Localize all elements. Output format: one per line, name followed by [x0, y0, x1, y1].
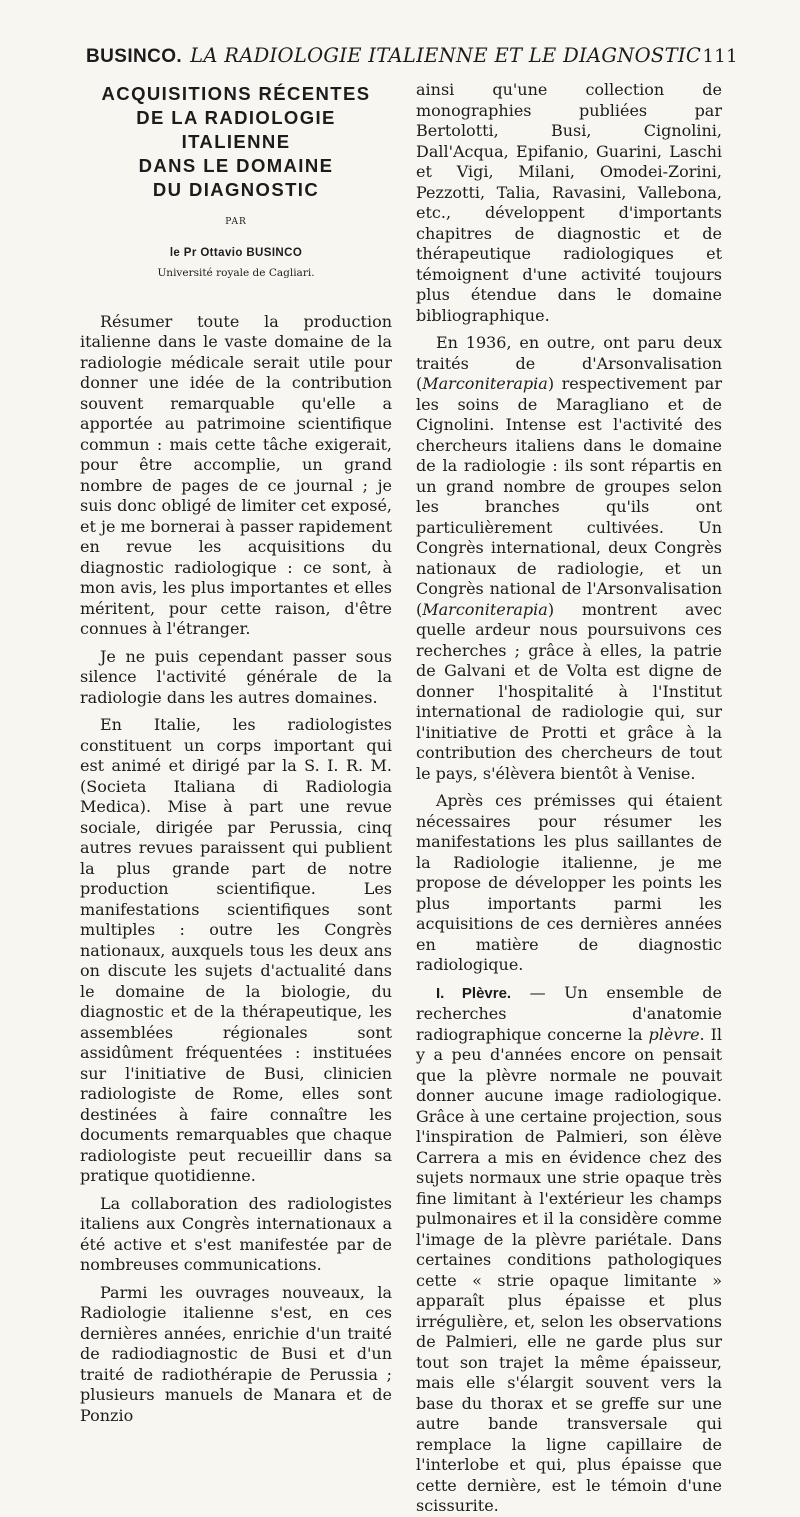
paragraph [416, 333, 722, 784]
text-run: . Il y a peu d'années encore on pensait que la plèvre normale ne pouvait donner aucune image radiologique. Grâce à une certaine projection, sous l'inspiration de Palmieri, son élève Carrera a mis en évidence chez des sujets normaux une strie opaque très fine limitant à l'extérieur les champs pulmonaires et il la considère comme l'image de la plèvre pariétale. Dans certaines conditions pathologiques cette « strie opaque limitante » apparaît plus épaisse et plus irrégulière, et, selon les observations de Palmieri, elle ne garde plus sur tout son trajet la même épaisseur, mais elle s'élargit souvent vers la base du thorax et se greffe sur une autre bande transversale qui remplace la ligne capillaire de l'interlobe et qui, plus épaisse que cette dernière, est le témoin d'une scissurite. [416, 1024, 723, 1515]
page-number: 111 [702, 46, 738, 67]
text-run: — Un ensemble de recherches d'anatomie radiographique concerne la [416, 982, 722, 1044]
italic-term: Marconiterapia [422, 599, 548, 619]
title-line: DANS LE DOMAINE [138, 155, 334, 176]
paragraph [416, 983, 722, 1517]
title-line: DE LA RADIOLOGIE [136, 107, 336, 128]
text-run: En 1936, en outre, ont paru deux traités de d'Arsonvalisation ( [416, 333, 722, 393]
title-line: ITALIENNE [181, 131, 291, 152]
running-head-title: LA RADIOLOGIE ITALIENNE ET LE DIAGNOSTIC [190, 44, 702, 67]
byline-par: PAR [225, 217, 247, 227]
section-heading: I. Plèvre. [436, 984, 512, 1002]
paragraph: Je ne puis cependant passer sous silence l'activité générale de la radiologie dans les autres domaines. [80, 646, 392, 707]
paragraph: Après ces prémisses qui étaient nécessaires pour résumer les manifestations les plus saillantes de la Radiologie italienne, je me propose de développer les points les plus importants parmi les acquisitions de ces dernières années en matière de diagnostic radiologique. [416, 791, 722, 974]
paragraph: Résumer toute la production italienne dans le vaste domaine de la radiologie médicale serait utile pour donner une idée de la contribution souvent remarquable qu'elle a apportée au patrimoine scientifique commun : mais cette tâche exigerait, pour être accomplie, un grand nombre de pages de ce journal ; je suis donc obligé de limiter cet exposé, et je me bornerai à passer rapidement en revue les acquisitions du diagnostic radiologique : ce sont, à mon avis, les plus importantes et elles méritent, pour cette raison, d'être connues à l'étranger. [80, 311, 392, 638]
italic-term: Marconiterapia [422, 374, 548, 393]
article-title [80, 82, 392, 202]
paragraph: En Italie, les radiologistes constituent un corps important qui est animé et dirigé par la S. I. R. M. (Societa Italiana di Radiologia Medica). Mise à part une revue sociale, dirigée par Perussia, cinq autres revues paraissent qui publient la plus grande part de notre production scientifique. Les manifestations scientifiques sont multiples : outre les Congrès nationaux, auxquels tous les deux ans on discute les sujets d'actualité dans le domaine de la biologie, du diagnostic et de la thérapeutique, les assemblées régionales sont assidûment fréquentées : instituées sur l'initiative de Busi, clinicien radiologiste de Rome, elles sont destinées à faire connaître les documents remarquables que chaque radiologiste peut recueillir dans sa pratique quotidienne. [80, 715, 392, 1185]
byline-author: le Pr Ottavio BUSINCO [169, 246, 303, 259]
left-column [80, 80, 392, 1426]
byline-affiliation: Université royale de Cagliari. [157, 267, 315, 279]
title-line: DU DIAGNOSTIC [152, 179, 320, 200]
title-line: ACQUISITIONS RÉCENTES [101, 83, 371, 104]
text-run: ) respectivement par les soins de Maragliano et de Cignolini. Intense est l'activité des chercheurs italiens dans le domaine de la radiologie : ils sont répartis en un grand nombre de groupes selon les branches qu'ils ont particulièrement cultivées. Un Congrès international, deux Congrès nationaux de radiologie, et un Congrès national de l'Arsonvalisation ( [416, 374, 722, 619]
paragraph: Parmi les ouvrages nouveaux, la Radiologie italienne s'est, en ces dernières années, enrichie d'un traité de radiodiagnostic de Busi et d'un traité de radiothérapie de Perussia ; plusieurs manuels de Manara et de Ponzio [80, 1282, 392, 1425]
text-run: ) montrent avec quelle ardeur nous poursuivons ces recherches ; grâce à elles, la patrie de Galvani et de Volta est digne de donner l'hospitalité à l'Institut international de radiologie qui, sur l'initiative de Protti et grâce à la contribution des chercheurs de tout le pays, s'élèvera bientôt à Venise. [416, 599, 722, 783]
paragraph: ainsi qu'une collection de monographies publiées par Bertolotti, Busi, Cignolini, Dall'Acqua, Epifanio, Guarini, Laschi et Vigi, Milani, Omodei-Zorini, Pezzotti, Talia, Ravasini, Vallebona, etc., développent d'importants chapitres de diagnostic et de thérapeutique radiologiques et témoignent d'une activité toujours plus étendue dans le domaine bibliographique. [416, 80, 722, 325]
italic-term: plèvre [648, 1024, 700, 1044]
paragraph: La collaboration des radiologistes italiens aux Congrès internationaux a été active et s'est manifestée par de nombreuses communications. [80, 1193, 392, 1274]
running-head-author: BUSINCO. [86, 46, 183, 67]
right-column [416, 80, 722, 1517]
running-head [86, 44, 738, 68]
